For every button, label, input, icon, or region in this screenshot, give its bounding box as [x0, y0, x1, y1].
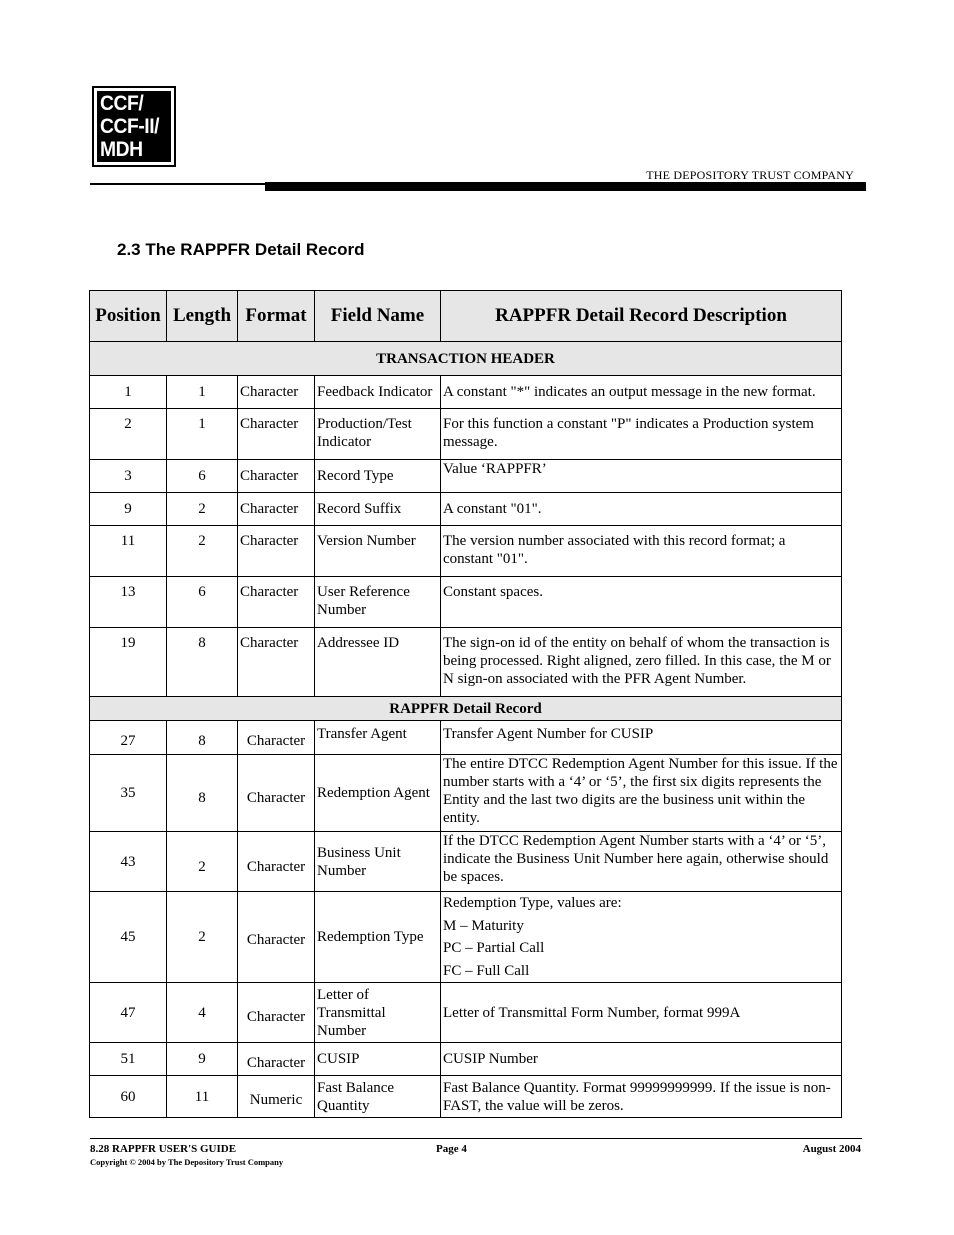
cell-format: Character — [238, 526, 315, 577]
table-header-row — [90, 291, 842, 342]
cell-position: 3 — [90, 460, 167, 493]
cell-description: The entire DTCC Redemption Agent Number for this issue. If the number starts with a ‘4’ or ‘5’, the first six digits represents the Entity and the last two digits are the business unit within the entity. — [441, 755, 842, 832]
table-row — [90, 628, 842, 697]
cell-description: For this function a constant "P" indicates a Production system message. — [441, 409, 842, 460]
cell-field: Transfer Agent — [315, 721, 441, 755]
footer-date: August 2004 — [802, 1143, 861, 1155]
cell-description — [441, 892, 842, 983]
table-row — [90, 755, 842, 832]
cell-length: 8 — [167, 755, 238, 832]
cell-position: 43 — [90, 832, 167, 892]
band-row — [90, 697, 842, 721]
cell-position: 60 — [90, 1076, 167, 1118]
cell-description: Letter of Transmittal Form Number, format 999A — [441, 983, 842, 1043]
cell-format: Character — [238, 755, 315, 832]
table-row — [90, 1076, 842, 1118]
cell-field: Addressee ID — [315, 628, 441, 697]
redemption-type-intro: Redemption Type, values are: — [443, 895, 622, 911]
footer-rule — [90, 1138, 862, 1139]
cell-length: 2 — [167, 832, 238, 892]
company-name: THE DEPOSITORY TRUST COMPANY — [646, 168, 854, 182]
cell-position: 13 — [90, 577, 167, 628]
cell-length: 2 — [167, 892, 238, 983]
cell-length: 2 — [167, 526, 238, 577]
redemption-type-full-call: FC – Full Call — [443, 962, 530, 979]
footer-page-number: Page 4 — [436, 1143, 467, 1155]
detail-record-table — [89, 290, 842, 1118]
cell-position: 47 — [90, 983, 167, 1043]
cell-field: Record Type — [315, 460, 441, 493]
cell-length: 1 — [167, 376, 238, 409]
table-row — [90, 526, 842, 577]
table-row — [90, 577, 842, 628]
cell-length: 11 — [167, 1076, 238, 1118]
logo-line-3: MDH — [100, 138, 143, 161]
cell-description: CUSIP Number — [441, 1043, 842, 1076]
table-row — [90, 493, 842, 526]
cell-format: Character — [238, 577, 315, 628]
table-row — [90, 983, 842, 1043]
cell-format: Character — [238, 493, 315, 526]
footer-guide-title: 8.28 RAPPFR USER'S GUIDE — [90, 1143, 237, 1155]
cell-description: Constant spaces. — [441, 577, 842, 628]
section-title: 2.3 The RAPPFR Detail Record — [117, 240, 365, 259]
band-detail-record: RAPPFR Detail Record — [90, 697, 842, 721]
cell-length: 4 — [167, 983, 238, 1043]
cell-field: Letter of Transmittal Number — [315, 983, 441, 1043]
cell-length: 6 — [167, 577, 238, 628]
cell-field: CUSIP — [315, 1043, 441, 1076]
ccf-logo — [95, 89, 173, 164]
cell-format: Numeric — [238, 1076, 315, 1118]
cell-format: Character — [238, 376, 315, 409]
cell-format: Character — [238, 983, 315, 1043]
redemption-type-partial-call: PC – Partial Call — [443, 940, 545, 956]
cell-description: The version number associated with this record format; a constant "01". — [441, 526, 842, 577]
cell-format: Character — [238, 892, 315, 983]
cell-field: Feedback Indicator — [315, 376, 441, 409]
header-rule-thick — [265, 182, 866, 191]
header-description: RAPPFR Detail Record Description — [441, 291, 842, 342]
header-position: Position — [90, 291, 167, 342]
cell-field: Redemption Agent — [315, 755, 441, 832]
cell-format: Character — [238, 628, 315, 697]
cell-field: User Reference Number — [315, 577, 441, 628]
cell-format: Character — [238, 409, 315, 460]
cell-length: 8 — [167, 721, 238, 755]
cell-position: 19 — [90, 628, 167, 697]
table-row — [90, 721, 842, 755]
cell-description: Fast Balance Quantity. Format 99999999999. If the issue is non-FAST, the value will be zeros. — [441, 1076, 842, 1118]
header-field-name: Field Name — [315, 291, 441, 342]
cell-field: Redemption Type — [315, 892, 441, 983]
table-row — [90, 460, 842, 493]
table-row — [90, 1043, 842, 1076]
logo-line-1: CCF/ — [100, 92, 144, 115]
band-row — [90, 342, 842, 376]
cell-field: Record Suffix — [315, 493, 441, 526]
table-row — [90, 409, 842, 460]
cell-field: Business Unit Number — [315, 832, 441, 892]
cell-position: 51 — [90, 1043, 167, 1076]
cell-format: Character — [238, 721, 315, 755]
cell-position: 27 — [90, 721, 167, 755]
cell-description: If the DTCC Redemption Agent Number starts with a ‘4’ or ‘5’, indicate the Business Unit Number here again, otherwise should be spaces. — [441, 832, 842, 892]
redemption-type-maturity: M – Maturity — [443, 917, 524, 934]
cell-description: Value ‘RAPPFR’ — [441, 460, 842, 493]
cell-position: 11 — [90, 526, 167, 577]
band-transaction-header: TRANSACTION HEADER — [90, 342, 842, 376]
cell-position: 45 — [90, 892, 167, 983]
header-length: Length — [167, 291, 238, 342]
cell-field: Fast Balance Quantity — [315, 1076, 441, 1118]
cell-format: Character — [238, 832, 315, 892]
cell-field: Production/Test Indicator — [315, 409, 441, 460]
cell-description: A constant "01". — [441, 493, 842, 526]
cell-position: 9 — [90, 493, 167, 526]
header-format: Format — [238, 291, 315, 342]
table-row — [90, 376, 842, 409]
table-row — [90, 832, 842, 892]
cell-length: 2 — [167, 493, 238, 526]
table-row — [90, 892, 842, 983]
cell-field: Version Number — [315, 526, 441, 577]
cell-description: A constant "*" indicates an output message in the new format. — [441, 376, 842, 409]
cell-length: 1 — [167, 409, 238, 460]
cell-position: 2 — [90, 409, 167, 460]
cell-length: 6 — [167, 460, 238, 493]
logo-line-2: CCF-II/ — [100, 115, 160, 138]
footer-copyright: Copyright © 2004 by The Depository Trust Company — [90, 1157, 284, 1167]
cell-length: 9 — [167, 1043, 238, 1076]
cell-position: 1 — [90, 376, 167, 409]
cell-format: Character — [238, 460, 315, 493]
cell-format: Character — [238, 1043, 315, 1076]
cell-description: Transfer Agent Number for CUSIP — [441, 721, 842, 755]
cell-position: 35 — [90, 755, 167, 832]
cell-description: The sign-on id of the entity on behalf of whom the transaction is being processed. Right aligned, zero filled. In this case, the M or N sign-on associated with the PFR Agent Number. — [441, 628, 842, 697]
cell-length: 8 — [167, 628, 238, 697]
